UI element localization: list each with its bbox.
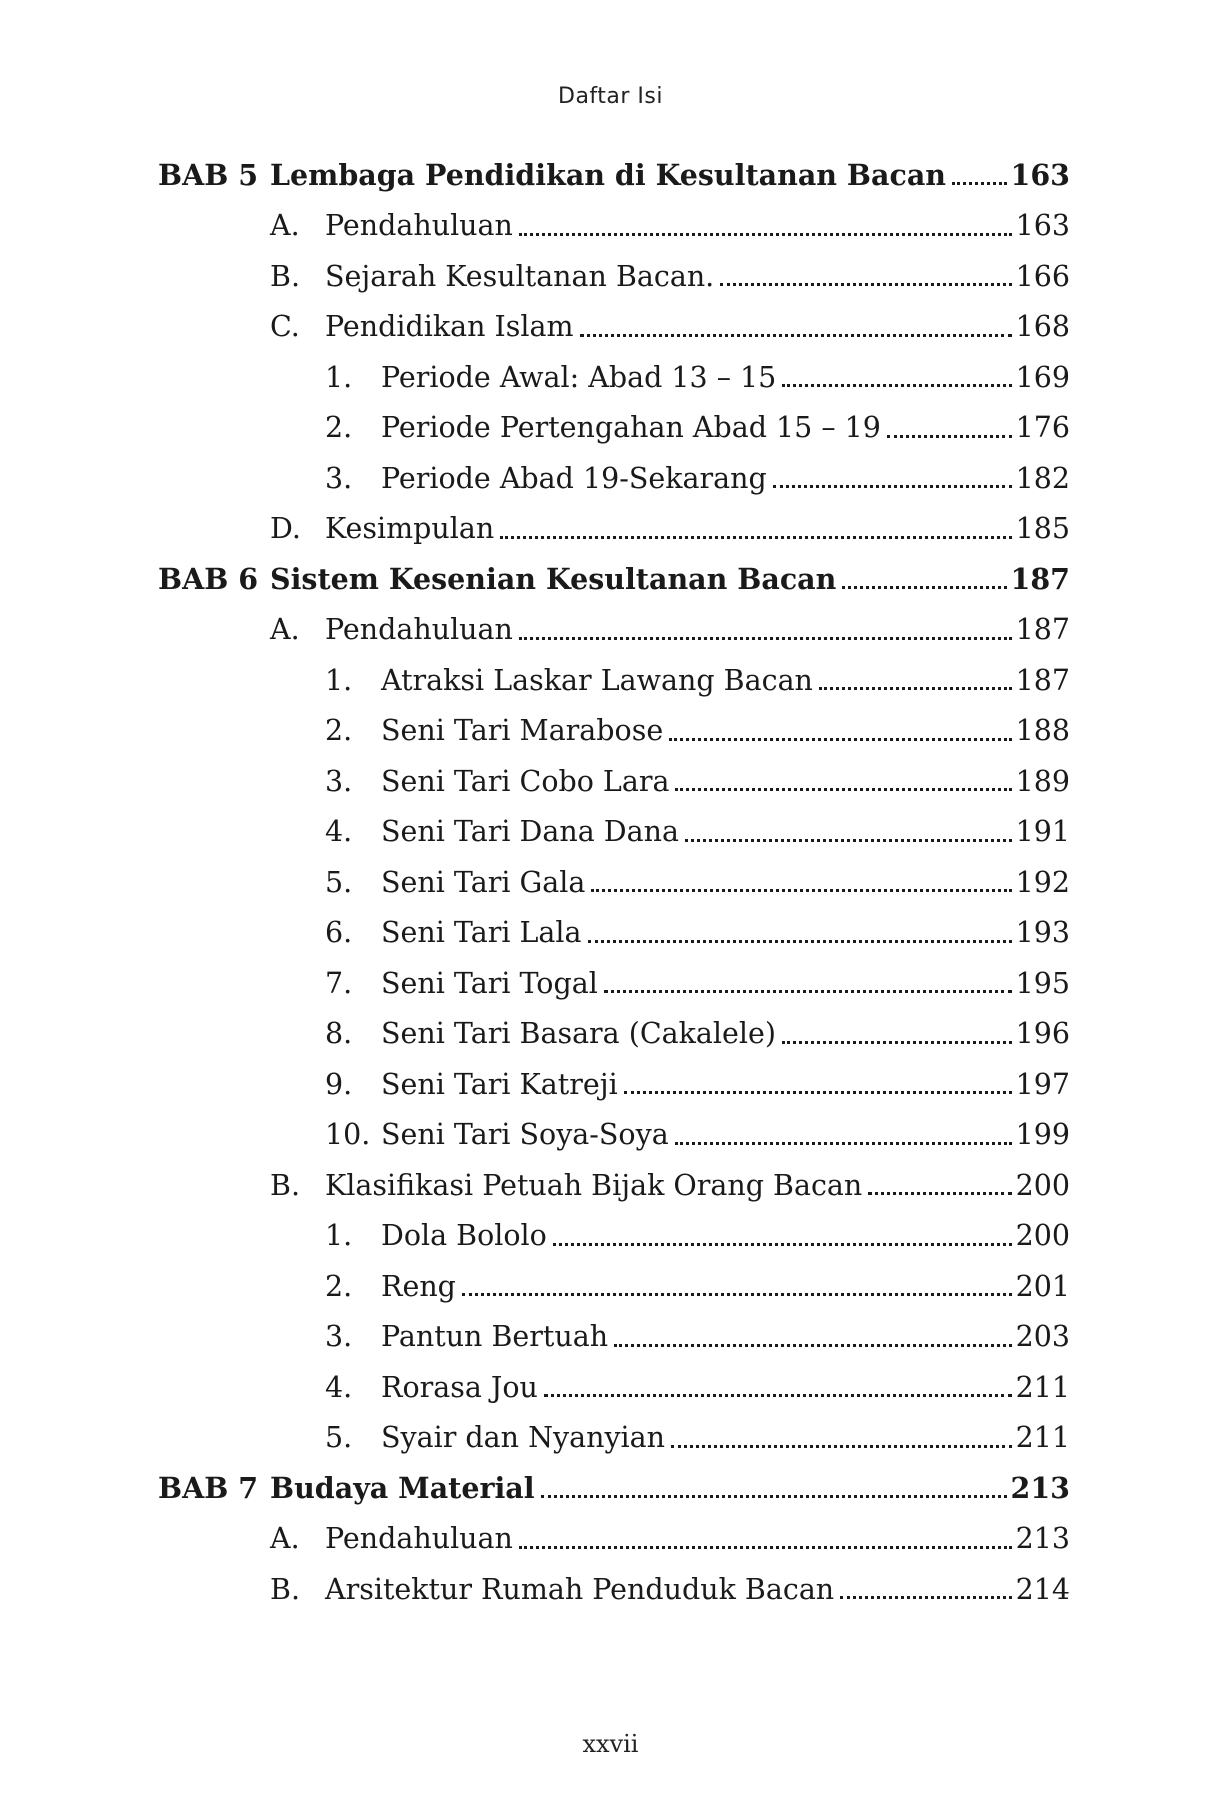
entry-title: Pendahuluan xyxy=(325,209,513,243)
section-letter: A. xyxy=(270,209,300,243)
page-number: 189 xyxy=(1015,764,1070,798)
chapter-number: BAB 6 xyxy=(158,562,259,597)
section-letter: C. xyxy=(270,310,300,344)
dot-leader xyxy=(519,605,1012,656)
page-number: 188 xyxy=(1015,714,1070,748)
page-number: 196 xyxy=(1015,1017,1070,1051)
section-letter: B. xyxy=(270,259,301,293)
toc-subsection-entry[interactable] xyxy=(158,453,1070,504)
toc-subsection-entry[interactable] xyxy=(158,908,1070,959)
page-footer-number: xxvii xyxy=(582,1730,639,1758)
entry-title: Seni Tari Soya-Soya xyxy=(381,1118,669,1152)
toc-section-entry[interactable] xyxy=(158,605,1070,656)
dot-leader xyxy=(952,150,1006,201)
entry-title: Pendahuluan xyxy=(325,613,513,647)
entry-title: Periode Awal: Abad 13 – 15 xyxy=(381,360,777,394)
entry-title: Atraksi Laskar Lawang Bacan xyxy=(381,663,813,697)
page-number: 214 xyxy=(1015,1572,1070,1606)
page-number: 192 xyxy=(1015,865,1070,899)
page-number: 163 xyxy=(1015,209,1070,243)
dot-leader xyxy=(519,201,1012,252)
section-letter: B. xyxy=(270,1572,301,1606)
entry-title: Klasifikasi Petuah Bijak Orang Bacan xyxy=(325,1168,863,1202)
page-number: 200 xyxy=(1015,1219,1070,1253)
dot-leader xyxy=(591,857,1011,908)
toc-subsection-entry[interactable] xyxy=(158,1261,1070,1312)
toc-subsection-entry[interactable] xyxy=(158,857,1070,908)
entry-title: Dola Bololo xyxy=(381,1219,547,1253)
toc-subsection-entry[interactable] xyxy=(158,1413,1070,1464)
page-number: 169 xyxy=(1015,360,1070,394)
dot-leader xyxy=(604,958,1012,1009)
chapter-number: BAB 5 xyxy=(158,158,259,193)
subsection-number: 4. xyxy=(325,1370,353,1404)
dot-leader xyxy=(840,1564,1011,1615)
dot-leader xyxy=(675,756,1011,807)
entry-title: Sistem Kesenian Kesultanan Bacan xyxy=(270,562,837,597)
toc-subsection-entry[interactable] xyxy=(158,1211,1070,1262)
entry-title: Seni Tari Dana Dana xyxy=(381,815,679,849)
subsection-number: 8. xyxy=(325,1017,353,1051)
entry-title: Kesimpulan xyxy=(325,512,495,546)
entry-title: Seni Tari Basara (Cakalele) xyxy=(381,1017,776,1051)
page-number: 213 xyxy=(1010,1471,1070,1506)
dot-leader xyxy=(782,352,1011,403)
dot-leader xyxy=(685,807,1012,858)
entry-title: Arsitektur Rumah Penduduk Bacan xyxy=(325,1572,835,1606)
toc-subsection-entry[interactable] xyxy=(158,807,1070,858)
entry-title: Pantun Bertuah xyxy=(381,1320,609,1354)
page-number: 187 xyxy=(1015,613,1070,647)
toc-section-entry[interactable] xyxy=(158,1160,1070,1211)
dot-leader xyxy=(782,1009,1012,1060)
page-number: 200 xyxy=(1015,1168,1070,1202)
entry-title: Seni Tari Togal xyxy=(381,966,598,1000)
toc-subsection-entry[interactable] xyxy=(158,958,1070,1009)
dot-leader xyxy=(462,1261,1012,1312)
page-number: 201 xyxy=(1015,1269,1070,1303)
page-number: 203 xyxy=(1015,1320,1070,1354)
subsection-number: 1. xyxy=(325,360,353,394)
section-letter: A. xyxy=(270,1522,300,1556)
section-letter: A. xyxy=(270,613,300,647)
chapter-number: BAB 7 xyxy=(158,1471,259,1506)
toc-subsection-entry[interactable] xyxy=(158,352,1070,403)
dot-leader xyxy=(500,504,1011,555)
entry-title: Periode Abad 19-Sekarang xyxy=(381,461,767,495)
toc-section-entry[interactable] xyxy=(158,1514,1070,1565)
page-number: 182 xyxy=(1015,461,1070,495)
page-number: 187 xyxy=(1010,562,1070,597)
toc-chapter-entry[interactable] xyxy=(158,554,1070,605)
running-header: Daftar Isi xyxy=(558,84,663,109)
page-number: 197 xyxy=(1015,1067,1070,1101)
dot-leader xyxy=(671,1413,1012,1464)
page-number: 211 xyxy=(1015,1421,1070,1455)
dot-leader xyxy=(624,1059,1012,1110)
page-number: 193 xyxy=(1015,916,1070,950)
subsection-number: 6. xyxy=(325,916,353,950)
dot-leader xyxy=(675,1110,1012,1161)
entry-title: Budaya Material xyxy=(270,1471,535,1506)
toc-section-entry[interactable] xyxy=(158,201,1070,252)
page-number: 185 xyxy=(1015,512,1070,546)
toc-subsection-entry[interactable] xyxy=(158,706,1070,757)
entry-title: Periode Pertengahan Abad 15 – 19 xyxy=(381,411,881,445)
subsection-number: 3. xyxy=(325,764,353,798)
subsection-number: 2. xyxy=(325,411,353,445)
toc-subsection-entry[interactable] xyxy=(158,1110,1070,1161)
entry-title: Rorasa Jou xyxy=(381,1370,538,1404)
subsection-number: 7. xyxy=(325,966,353,1000)
toc-section-entry[interactable] xyxy=(158,251,1070,302)
page-number: 191 xyxy=(1015,815,1070,849)
dot-leader xyxy=(773,453,1012,504)
entry-title: Pendahuluan xyxy=(325,1522,513,1556)
entry-title: Seni Tari Marabose xyxy=(381,714,664,748)
section-letter: D. xyxy=(270,512,301,546)
table-of-contents xyxy=(158,150,1070,1615)
entry-title: Pendidikan Islam xyxy=(325,310,574,344)
toc-subsection-entry[interactable] xyxy=(158,1059,1070,1110)
page-number: 176 xyxy=(1015,411,1070,445)
page-number: 163 xyxy=(1010,158,1070,193)
toc-subsection-entry[interactable] xyxy=(158,403,1070,454)
entry-title: Syair dan Nyanyian xyxy=(381,1421,666,1455)
toc-section-entry[interactable] xyxy=(158,1564,1070,1615)
subsection-number: 4. xyxy=(325,815,353,849)
dot-leader xyxy=(720,251,1011,302)
toc-subsection-entry[interactable] xyxy=(158,1312,1070,1363)
subsection-number: 2. xyxy=(325,714,353,748)
subsection-number: 2. xyxy=(325,1269,353,1303)
subsection-number: 3. xyxy=(325,1320,353,1354)
page-number: 166 xyxy=(1015,259,1070,293)
toc-chapter-entry[interactable] xyxy=(158,150,1070,201)
subsection-number: 1. xyxy=(325,1219,353,1253)
entry-title: Seni Tari Lala xyxy=(381,916,582,950)
entry-title: Seni Tari Gala xyxy=(381,865,586,899)
page-number: 211 xyxy=(1015,1370,1070,1404)
entry-title: Lembaga Pendidikan di Kesultanan Bacan xyxy=(270,158,947,193)
toc-subsection-entry[interactable] xyxy=(158,1362,1070,1413)
toc-subsection-entry[interactable] xyxy=(158,655,1070,706)
dot-leader xyxy=(519,1514,1012,1565)
subsection-number: 3. xyxy=(325,461,353,495)
subsection-number: 5. xyxy=(325,1421,353,1455)
dot-leader xyxy=(614,1312,1012,1363)
entry-title: Seni Tari Cobo Lara xyxy=(381,764,670,798)
dot-leader xyxy=(580,302,1012,353)
subsection-number: 1. xyxy=(325,663,353,697)
page-number: 187 xyxy=(1015,663,1070,697)
toc-subsection-entry[interactable] xyxy=(158,756,1070,807)
page-number: 213 xyxy=(1015,1522,1070,1556)
page-number: 199 xyxy=(1015,1118,1070,1152)
dot-leader xyxy=(887,403,1012,454)
page-number: 195 xyxy=(1015,966,1070,1000)
toc-subsection-entry[interactable] xyxy=(158,1009,1070,1060)
toc-chapter-entry[interactable] xyxy=(158,1463,1070,1514)
dot-leader xyxy=(544,1362,1012,1413)
toc-section-entry[interactable] xyxy=(158,504,1070,555)
dot-leader xyxy=(842,554,1006,605)
page-number: 168 xyxy=(1015,310,1070,344)
dot-leader xyxy=(588,908,1012,959)
dot-leader xyxy=(541,1463,1007,1514)
subsection-number: 9. xyxy=(325,1067,353,1101)
toc-section-entry[interactable] xyxy=(158,302,1070,353)
entry-title: Sejarah Kesultanan Bacan. xyxy=(325,259,715,293)
dot-leader xyxy=(553,1211,1012,1262)
subsection-number: 10. xyxy=(325,1118,371,1152)
dot-leader xyxy=(669,706,1011,757)
subsection-number: 5. xyxy=(325,865,353,899)
entry-title: Seni Tari Katreji xyxy=(381,1067,618,1101)
entry-title: Reng xyxy=(381,1269,456,1303)
dot-leader xyxy=(868,1160,1011,1211)
dot-leader xyxy=(819,655,1012,706)
section-letter: B. xyxy=(270,1168,301,1202)
